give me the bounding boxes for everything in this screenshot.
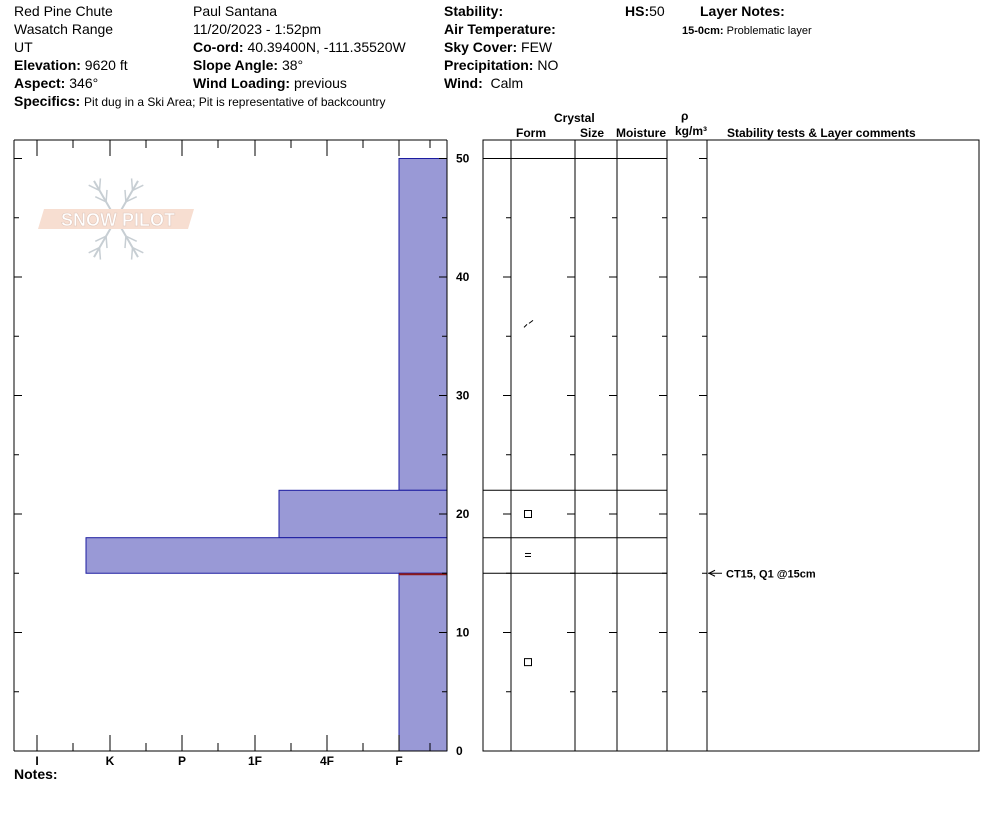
snowpilot-logo (38, 178, 194, 259)
height-label: 40 (456, 270, 470, 284)
snowflake-branch (132, 248, 133, 260)
hardness-label: P (177, 754, 187, 768)
wind-value: Calm (490, 75, 524, 91)
snowflake-branch (125, 190, 126, 202)
stability-test-label: CT15, Q1 @15cm (726, 568, 816, 581)
specifics-label: Specifics: (14, 93, 81, 109)
hardness-layer-3 (399, 573, 447, 751)
density-symbol: ρ (681, 109, 689, 123)
hardness-label: K (105, 754, 115, 768)
snowflake-branch (106, 236, 107, 248)
snowflake-branch (132, 178, 133, 190)
height-label: 10 (456, 625, 470, 640)
size-header: Size (580, 126, 605, 140)
slope-label: Slope Angle: (193, 57, 279, 73)
precip-label: Precipitation: (444, 57, 534, 73)
snowflake-branch (106, 190, 107, 202)
elevation-label: Elevation: (14, 57, 81, 73)
layer-notes-label: Layer Notes: (700, 3, 785, 19)
aspect-label: Aspect: (14, 75, 66, 91)
crystal-header: Crystal (554, 111, 595, 125)
hardness-label: 4F (319, 754, 335, 768)
logo-text: SNOW PILOT (61, 210, 175, 230)
mountain-range: Wasatch Range (14, 21, 114, 37)
crystal-form-faceted-icon (525, 659, 532, 666)
hardness-layer-0 (399, 159, 447, 491)
wind-loading-label: Wind Loading: (193, 75, 291, 91)
observation-datetime: 11/20/2023 - 1:52pm (193, 21, 322, 37)
sky-value: FEW (521, 39, 553, 55)
stability-header: Stability tests & Layer comments (727, 126, 916, 140)
stability-label: Stability: (444, 3, 504, 19)
wind-label: Wind: (444, 75, 483, 91)
hardness-label: F (395, 754, 403, 768)
specifics-value: Pit dug in a Ski Area; Pit is representative of backcountry (84, 95, 386, 109)
coord-label: Co-ord: (193, 39, 244, 55)
observer-name: Paul Santana (193, 3, 278, 19)
location-name: Red Pine Chute (14, 3, 113, 19)
moisture-header: Moisture (616, 126, 667, 140)
profile-table-frame (483, 140, 979, 751)
hardness-label: I (35, 754, 39, 768)
density-unit: kg/m³ (675, 124, 708, 138)
air-temp-label: Air Temperature: (444, 21, 556, 37)
snowflake-branch (100, 178, 101, 190)
snowflake-branch (100, 248, 101, 260)
crystal-form-decomposing-icon (529, 320, 533, 323)
hardness-layer-2 (86, 538, 447, 574)
layer-note-text: Problematic layer (726, 25, 812, 37)
hardness-layer-1 (279, 490, 447, 537)
slope-value: 38° (281, 57, 304, 73)
height-label: 50 (456, 151, 470, 166)
form-header: Form (516, 126, 546, 140)
height-label: 20 (456, 507, 470, 521)
snowflake-branch (125, 236, 126, 248)
height-label: 0 (456, 744, 463, 758)
wind-loading-value: previous (293, 75, 347, 91)
precip-value: NO (537, 57, 559, 73)
elevation-value: 9620 ft (84, 57, 128, 73)
state: UT (14, 39, 33, 55)
hs-label: HS: (625, 3, 650, 19)
aspect-value: 346° (69, 75, 99, 91)
height-label: 30 (456, 388, 470, 403)
notes-label: Notes: (14, 766, 58, 782)
hs-value: 50 (649, 3, 665, 19)
sky-label: Sky Cover: (444, 39, 518, 55)
coord-value: 40.39400N, -111.35520W (247, 39, 406, 55)
layer-note-depth: 15-0cm: (682, 25, 724, 37)
hardness-label: 1F (247, 754, 263, 768)
crystal-form-decomposing-icon (524, 324, 527, 327)
crystal-form-faceted-icon (525, 511, 532, 518)
